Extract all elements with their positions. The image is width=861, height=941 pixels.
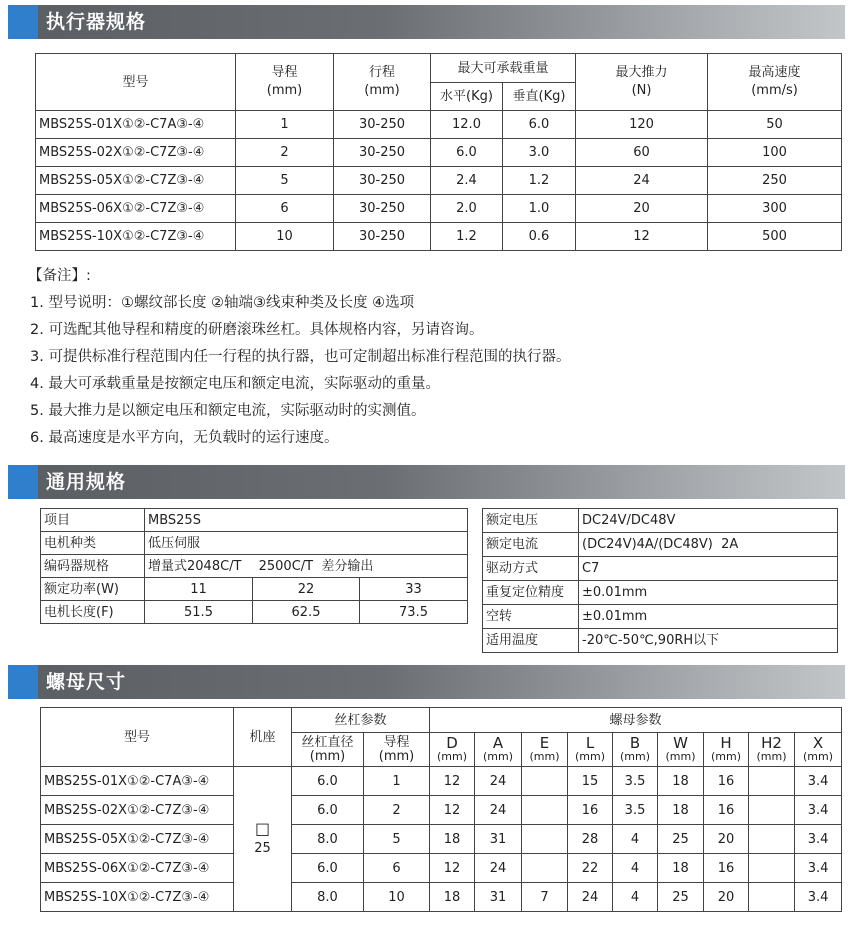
- spec-value: C7: [579, 557, 838, 581]
- section-title: 螺母尺寸: [46, 671, 127, 693]
- spec-value: ±0.01mm: [579, 605, 838, 629]
- section-header-actuator: [8, 5, 845, 39]
- header-nut-col: [704, 733, 749, 767]
- col-letter: E: [539, 733, 550, 752]
- cell-vertical: 1.0: [503, 195, 576, 223]
- cell-value: 8.0: [292, 883, 364, 912]
- cell-value: 3.4: [795, 825, 842, 854]
- note-item: 4. 最大可承载重量是按额定电压和额定电流，实际驱动的重量。: [30, 376, 440, 392]
- spec-value: ±0.01mm: [579, 581, 838, 605]
- table-row: [483, 629, 838, 653]
- header-model: 型号: [41, 708, 234, 767]
- cell-value: 16: [568, 796, 613, 825]
- power-label: 额定功率(W): [41, 578, 145, 601]
- header-nut-col: [475, 733, 522, 767]
- cell-value: [749, 883, 795, 912]
- cell-value: 24: [475, 854, 522, 883]
- section-title: 执行器规格: [46, 11, 147, 33]
- table-row: [483, 557, 838, 581]
- item-value: MBS25S: [145, 509, 468, 532]
- cell-value: [749, 796, 795, 825]
- cell-value: 20: [704, 883, 749, 912]
- table-row: [483, 533, 838, 557]
- col-unit: (mm): [437, 749, 468, 763]
- cell-horizontal: 12.0: [431, 111, 503, 139]
- cell-value: 3.5: [613, 796, 658, 825]
- cell-value: 16: [704, 796, 749, 825]
- cell-value: 12: [430, 854, 475, 883]
- cell-lead: 5: [236, 167, 334, 195]
- col-letter: H: [720, 733, 732, 752]
- motor-type-value: 低压伺服: [145, 532, 468, 555]
- header-base: 机座: [234, 708, 292, 767]
- cell-base: [234, 767, 292, 912]
- header-vertical: 垂直(Kg): [503, 83, 576, 111]
- cell-value: [522, 796, 568, 825]
- length-value: 73.5: [360, 601, 468, 624]
- note-item: 3. 可提供标准行程范围内任一行程的执行器，也可定制超出标准行程范围的执行器。: [30, 349, 571, 365]
- header-model: 型号: [36, 54, 236, 111]
- encoder-value: 增量式2048C/T 2500C/T 差分输出: [145, 555, 468, 578]
- cell-value: 18: [430, 883, 475, 912]
- cell-value: 3.4: [795, 883, 842, 912]
- length-label: 电机长度(F): [41, 601, 145, 624]
- cell-value: 6: [364, 854, 430, 883]
- cell-value: 1: [364, 767, 430, 796]
- cell-value: 22: [568, 854, 613, 883]
- note-item: 6. 最高速度是水平方向，无负载时的运行速度。: [30, 430, 339, 446]
- cell-value: 3.4: [795, 854, 842, 883]
- header-screw-params: 丝杠参数: [292, 708, 430, 733]
- actuator-spec-table: [35, 53, 842, 251]
- cell-value: 15: [568, 767, 613, 796]
- cell-horizontal: 2.0: [431, 195, 503, 223]
- cell-max-thrust: 20: [576, 195, 708, 223]
- cell-max-thrust: 12: [576, 223, 708, 251]
- col-letter: H2: [761, 733, 782, 752]
- cell-value: 24: [475, 767, 522, 796]
- spec-label: 重复定位精度: [483, 581, 579, 605]
- cell-max-thrust: 120: [576, 111, 708, 139]
- cell-value: 3.4: [795, 796, 842, 825]
- cell-max-speed: 50: [708, 111, 842, 139]
- col-unit: (mm): [620, 749, 651, 763]
- col-unit: (mm): [803, 749, 834, 763]
- cell-lead: 2: [236, 139, 334, 167]
- cell-model: MBS25S-02X①②-C7Z③-④: [41, 796, 234, 825]
- cell-stroke: 30-250: [334, 167, 431, 195]
- table-row: [483, 605, 838, 629]
- spec-label: 空转: [483, 605, 579, 629]
- cell-value: 16: [704, 767, 749, 796]
- power-value: 33: [360, 578, 468, 601]
- cell-max-speed: 500: [708, 223, 842, 251]
- header-lead: 导程 (mm): [364, 733, 430, 767]
- cell-max-speed: 100: [708, 139, 842, 167]
- cell-value: 25: [658, 883, 704, 912]
- cell-value: 12: [430, 767, 475, 796]
- cell-value: 24: [475, 796, 522, 825]
- cell-lead: 10: [236, 223, 334, 251]
- table-row: [36, 195, 842, 223]
- table-row: [483, 581, 838, 605]
- header-stroke: 行程 (mm): [334, 54, 431, 111]
- cell-value: 4: [613, 854, 658, 883]
- header-nut-col: [795, 733, 842, 767]
- cell-value: 5: [364, 825, 430, 854]
- cell-lead: 6: [236, 195, 334, 223]
- header-max-thrust: 最大推力 (N): [576, 54, 708, 111]
- length-value: 62.5: [253, 601, 360, 624]
- cell-model: MBS25S-10X①②-C7Z③-④: [41, 883, 234, 912]
- col-unit: (mm): [575, 749, 606, 763]
- table-row: [41, 854, 842, 883]
- col-letter: B: [629, 733, 641, 752]
- col-unit: (mm): [529, 749, 560, 763]
- section-accent: [8, 465, 38, 499]
- cell-value: 31: [475, 825, 522, 854]
- spec-label: 额定电压: [483, 509, 579, 533]
- cell-value: 12: [430, 796, 475, 825]
- cell-model: MBS25S-05X①②-C7Z③-④: [41, 825, 234, 854]
- base-value: 25: [254, 841, 271, 856]
- cell-stroke: 30-250: [334, 111, 431, 139]
- spec-value: -20℃-50℃,90RH以下: [579, 629, 838, 653]
- table-row: [41, 767, 842, 796]
- cell-value: 18: [658, 854, 704, 883]
- col-unit: (mm): [711, 749, 742, 763]
- length-value: 51.5: [145, 601, 253, 624]
- cell-model: MBS25S-01X①②-C7A③-④: [41, 767, 234, 796]
- cell-value: 3.5: [613, 767, 658, 796]
- table-row: [36, 223, 842, 251]
- spec-label: 额定电流: [483, 533, 579, 557]
- cell-value: 6.0: [292, 796, 364, 825]
- cell-value: [522, 825, 568, 854]
- header-lead: 导程 (mm): [236, 54, 334, 111]
- cell-model: MBS25S-06X①②-C7Z③-④: [41, 854, 234, 883]
- cell-value: 4: [613, 883, 658, 912]
- cell-model: MBS25S-06X①②-C7Z③-④: [36, 195, 236, 223]
- cell-value: 8.0: [292, 825, 364, 854]
- cell-value: [522, 767, 568, 796]
- general-spec-left-table: [40, 508, 468, 624]
- col-letter: A: [492, 733, 504, 752]
- header-nut-col: [749, 733, 795, 767]
- note-item: 1. 型号说明：①螺纹部长度 ②轴端③线束种类及长度 ④选项: [30, 295, 415, 311]
- header-screw-dia: 丝杠直径 (mm): [292, 733, 364, 767]
- cell-value: 24: [568, 883, 613, 912]
- cell-value: 20: [704, 825, 749, 854]
- motor-type-label: 电机种类: [41, 532, 145, 555]
- cell-vertical: 1.2: [503, 167, 576, 195]
- cell-value: 28: [568, 825, 613, 854]
- header-horizontal: 水平(Kg): [431, 83, 503, 111]
- cell-horizontal: 1.2: [431, 223, 503, 251]
- col-unit: (mm): [483, 749, 514, 763]
- cell-max-thrust: 24: [576, 167, 708, 195]
- cell-model: MBS25S-10X①②-C7Z③-④: [36, 223, 236, 251]
- cell-value: 10: [364, 883, 430, 912]
- section-accent: [8, 665, 38, 699]
- notes-title: 【备注】:: [28, 268, 91, 284]
- cell-vertical: 3.0: [503, 139, 576, 167]
- header-max-speed: 最高速度 (mm/s): [708, 54, 842, 111]
- spec-value: (DC24V)4A/(DC48V) 2A: [579, 533, 838, 557]
- spec-label: 适用温度: [483, 629, 579, 653]
- header-nut-col: [522, 733, 568, 767]
- cell-max-speed: 250: [708, 167, 842, 195]
- col-letter: W: [673, 733, 688, 752]
- cell-lead: 1: [236, 111, 334, 139]
- cell-max-speed: 300: [708, 195, 842, 223]
- cell-stroke: 30-250: [334, 139, 431, 167]
- cell-value: 18: [658, 796, 704, 825]
- cell-value: 3.4: [795, 767, 842, 796]
- cell-horizontal: 6.0: [431, 139, 503, 167]
- cell-value: 31: [475, 883, 522, 912]
- cell-value: 16: [704, 854, 749, 883]
- col-unit: (mm): [665, 749, 696, 763]
- power-value: 22: [253, 578, 360, 601]
- spec-label: 驱动方式: [483, 557, 579, 581]
- notes-block: [30, 263, 830, 452]
- table-row: [41, 883, 842, 912]
- cell-value: 25: [658, 825, 704, 854]
- cell-value: 4: [613, 825, 658, 854]
- section-accent: [8, 5, 38, 39]
- cell-horizontal: 2.4: [431, 167, 503, 195]
- cell-value: [522, 854, 568, 883]
- general-spec-right-table: [482, 508, 838, 653]
- note-item: 5. 最大推力是以额定电压和额定电流，实际驱动时的实测值。: [30, 403, 426, 419]
- section-title: 通用规格: [46, 471, 127, 493]
- section-header-nut: [8, 665, 845, 699]
- spec-value: DC24V/DC48V: [579, 509, 838, 533]
- header-nut-col: [658, 733, 704, 767]
- cell-value: 6.0: [292, 854, 364, 883]
- table-row: [41, 825, 842, 854]
- item-label: 项目: [41, 509, 145, 532]
- table-row: [41, 796, 842, 825]
- header-nut-col: [430, 733, 475, 767]
- cell-value: 7: [522, 883, 568, 912]
- power-value: 11: [145, 578, 253, 601]
- cell-value: 2: [364, 796, 430, 825]
- cell-vertical: 6.0: [503, 111, 576, 139]
- table-row: [36, 139, 842, 167]
- encoder-label: 编码器规格: [41, 555, 145, 578]
- header-max-load: 最大可承载重量: [431, 54, 576, 83]
- section-header-general: [8, 465, 845, 499]
- cell-model: MBS25S-01X①②-C7A③-④: [36, 111, 236, 139]
- base-symbol: □: [254, 819, 271, 838]
- cell-value: 6.0: [292, 767, 364, 796]
- col-letter: D: [446, 733, 458, 752]
- header-nut-col: [568, 733, 613, 767]
- header-nut-params: 螺母参数: [430, 708, 842, 733]
- col-letter: L: [585, 733, 595, 752]
- cell-stroke: 30-250: [334, 223, 431, 251]
- table-row: [36, 167, 842, 195]
- nut-dimension-table: [40, 707, 842, 912]
- col-unit: (mm): [756, 749, 787, 763]
- col-letter: X: [812, 733, 824, 752]
- cell-value: [749, 825, 795, 854]
- cell-model: MBS25S-02X①②-C7Z③-④: [36, 139, 236, 167]
- note-item: 2. 可选配其他导程和精度的研磨滚珠丝杠。具体规格内容，另请咨询。: [30, 322, 484, 338]
- table-row: [36, 111, 842, 139]
- cell-value: [749, 854, 795, 883]
- cell-stroke: 30-250: [334, 195, 431, 223]
- table-row: [483, 509, 838, 533]
- cell-model: MBS25S-05X①②-C7Z③-④: [36, 167, 236, 195]
- cell-vertical: 0.6: [503, 223, 576, 251]
- cell-value: 18: [430, 825, 475, 854]
- cell-value: 18: [658, 767, 704, 796]
- header-nut-col: [613, 733, 658, 767]
- cell-max-thrust: 60: [576, 139, 708, 167]
- cell-value: [749, 767, 795, 796]
